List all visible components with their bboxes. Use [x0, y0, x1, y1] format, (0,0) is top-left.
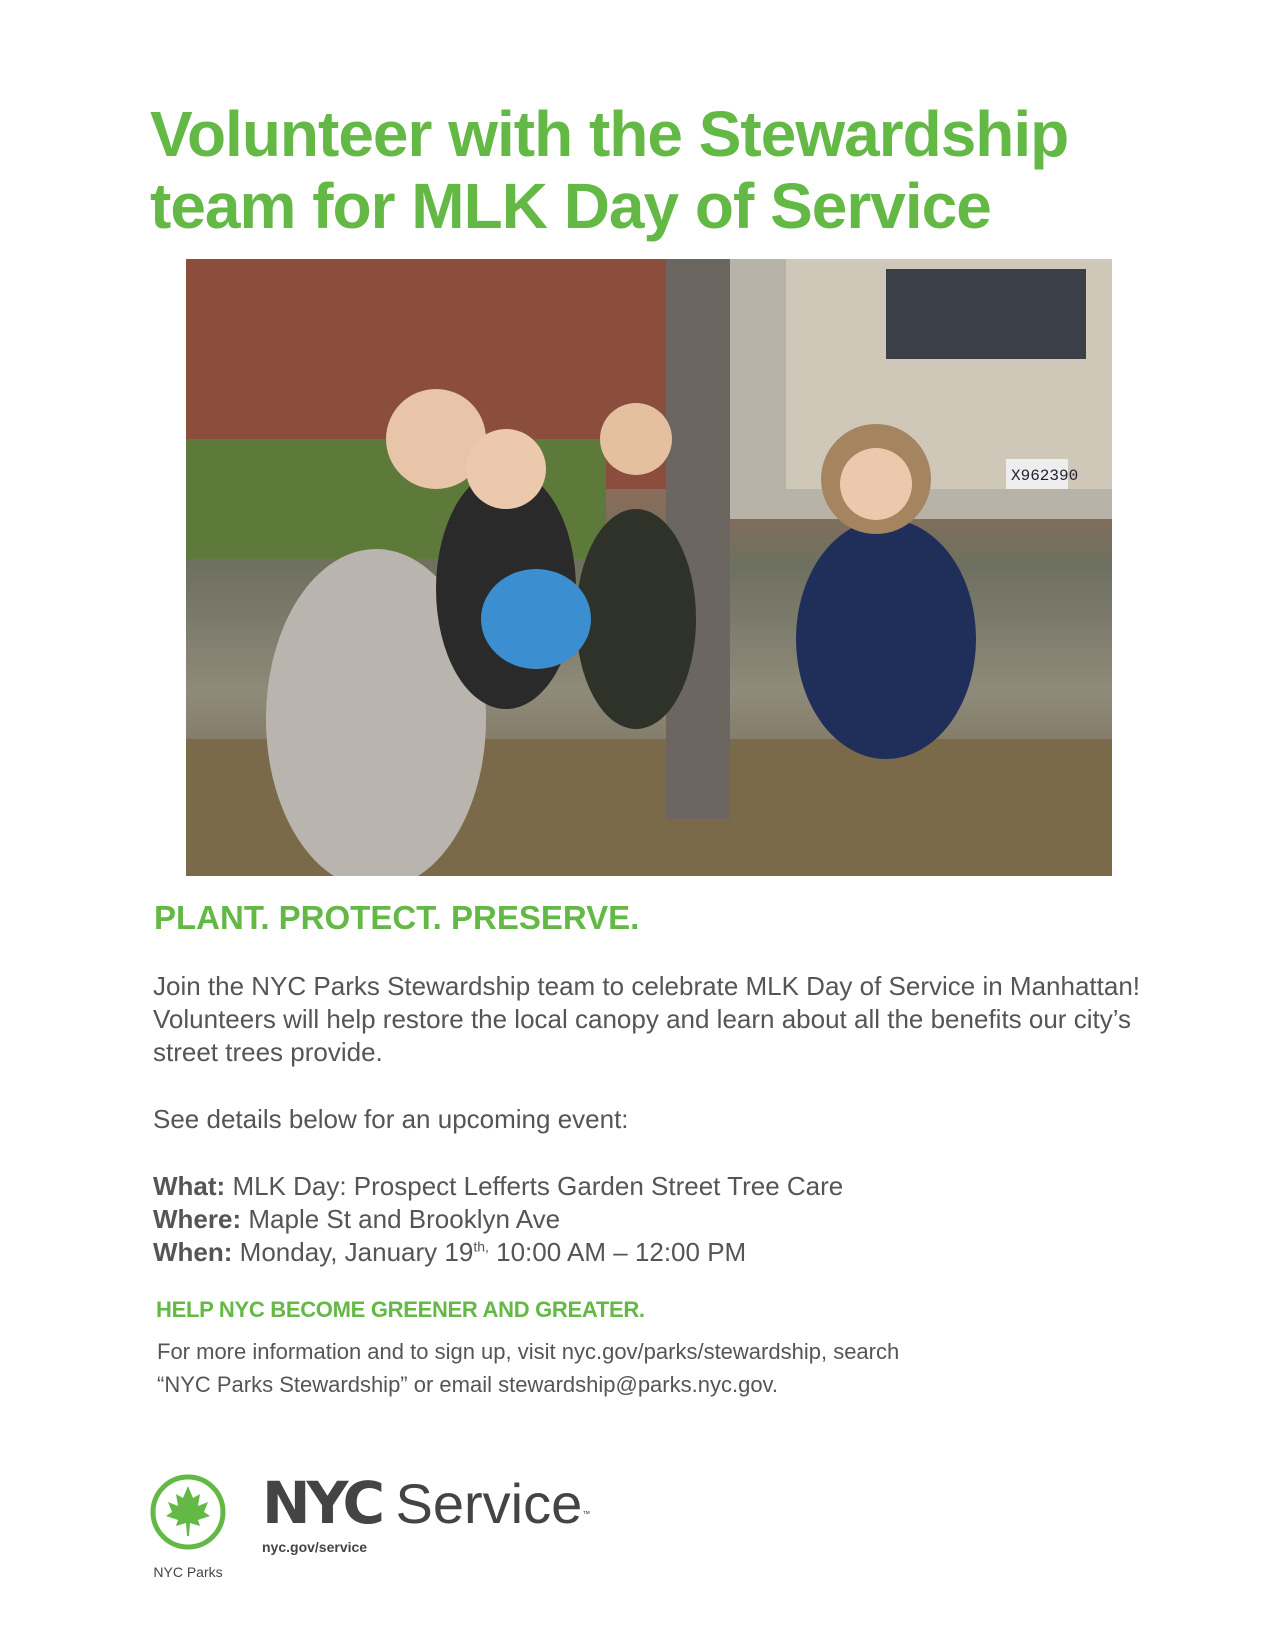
event-details [153, 1170, 1153, 1269]
where-label: Where: [153, 1204, 242, 1234]
see-details-text: See details below for an upcoming event: [153, 1104, 629, 1134]
body-content [153, 970, 1153, 1401]
volunteer-4-body [796, 519, 976, 759]
when-date: Monday, January 19 [239, 1237, 474, 1267]
intro-paragraph: Join the NYC Parks Stewardship team to celebrate MLK Day of Service in Manhattan! Volunteers will help restore the local canopy and learn about all the benefits our city’s street trees provide. [153, 971, 1141, 1067]
volunteers-photo [186, 259, 1112, 876]
where-value: Maple St and Brooklyn Ave [248, 1204, 561, 1234]
maple-leaf-icon [148, 1472, 228, 1552]
service-url: nyc.gov/service [262, 1539, 368, 1555]
more-info-line-1: For more information and to sign up, visit nyc.gov/parks/stewardship, search [157, 1339, 900, 1364]
what-value: MLK Day: Prospect Lefferts Garden Street Tree Care [232, 1171, 844, 1201]
nyc-wordmark: NYC [262, 1469, 382, 1537]
license-plate: X962390 [1011, 467, 1079, 485]
more-info [157, 1335, 1153, 1401]
when-label: When: [153, 1237, 233, 1267]
photo-illustration [186, 259, 1112, 876]
nyc-service-logo [262, 1470, 590, 1556]
when-sup: th, [473, 1238, 489, 1255]
event-what [153, 1170, 1153, 1203]
tagline: PLANT. PROTECT. PRESERVE. [154, 899, 640, 936]
maple-leaf [166, 1486, 210, 1536]
when-time: 10:00 AM – 12:00 PM [496, 1237, 747, 1267]
what-label: What: [153, 1171, 226, 1201]
truck-window [886, 269, 1086, 359]
title-line-2: team for MLK Day of Service [150, 170, 991, 242]
nyc-parks-logo [148, 1472, 228, 1581]
more-info-line-2: “NYC Parks Stewardship” or email stewardship@parks.nyc.gov. [157, 1372, 779, 1397]
event-where [153, 1203, 1153, 1236]
volunteer-2-head [466, 429, 546, 509]
service-wordmark: Service [395, 1472, 583, 1535]
trademark: ™ [582, 1509, 591, 1519]
blue-bag [481, 569, 591, 669]
title-line-1: Volunteer with the Stewardship [150, 98, 1069, 170]
volunteer-4-head [840, 448, 912, 520]
page-title [150, 98, 1260, 242]
nyc-service-wordmark-row [262, 1470, 590, 1536]
help-heading: HELP NYC BECOME GREENER AND GREATER. [156, 1297, 645, 1322]
nyc-parks-label: NYC Parks [153, 1564, 223, 1580]
volunteer-3-head [600, 403, 672, 475]
volunteer-3-body [576, 509, 696, 729]
event-when [153, 1236, 1153, 1269]
